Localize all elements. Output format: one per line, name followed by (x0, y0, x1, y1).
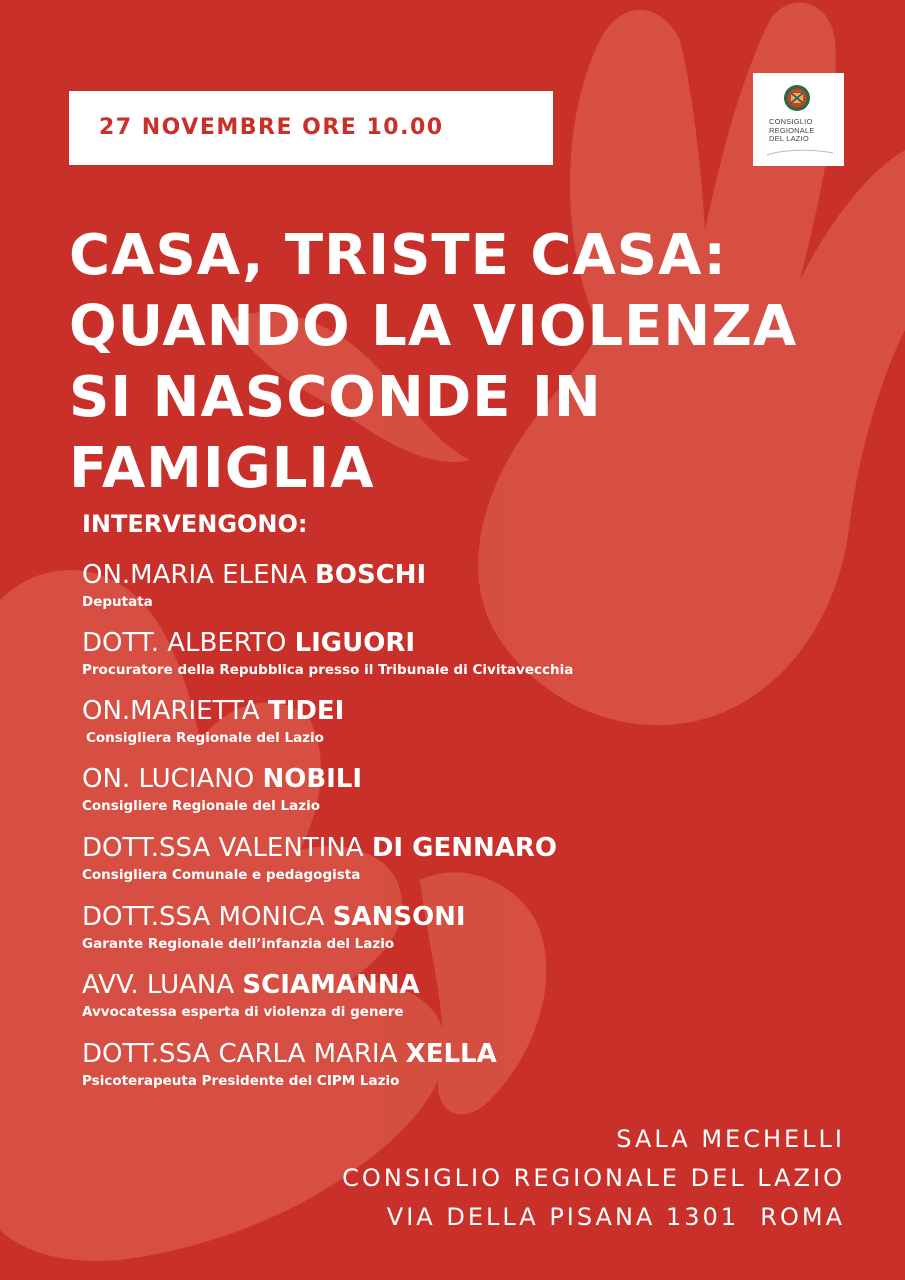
speaker-surname: SCIAMANNA (242, 970, 420, 1000)
speaker-name: DOTT.SSA MONICA SANSONI (82, 902, 466, 932)
speaker-surname: TIDEI (267, 696, 345, 726)
speaker-entry (82, 900, 882, 953)
event-date-banner (69, 91, 553, 165)
speaker-entry (82, 1037, 882, 1090)
logo-line: DEL LAZIO (769, 134, 809, 143)
consiglio-regionale-logo (753, 73, 844, 166)
logo-line: REGIONALE (769, 125, 815, 135)
speaker-surname: LIGUORI (294, 628, 416, 658)
event-venue (342, 1120, 845, 1237)
speaker-entry (82, 694, 882, 747)
speaker-surname: BOSCHI (315, 560, 427, 590)
speaker-role: Garante Regionale dell’infanzia del Lazio (82, 936, 395, 952)
speaker-role: Procuratore della Repubblica presso il Tribunale di Civitavecchia (82, 662, 574, 678)
logo-line: CONSIGLIO (769, 117, 813, 126)
venue-line: SALA MECHELLI (616, 1125, 845, 1153)
speaker-role: Avvocatessa esperta di violenza di genere (82, 1004, 404, 1020)
speaker-name: DOTT.SSA CARLA MARIA XELLA (82, 1039, 497, 1069)
title-line: FAMIGLIA (69, 436, 375, 501)
speaker-entry (82, 762, 882, 815)
speaker-role: Psicoterapeuta Presidente del CIPM Lazio (82, 1073, 400, 1089)
speaker-name: AVV. LUANA SCIAMANNA (82, 970, 420, 1000)
event-date: 27 NOVEMBRE ORE 10.00 (99, 115, 444, 140)
speaker-entry (82, 831, 882, 884)
speaker-role: Consigliera Comunale e pedagogista (82, 867, 361, 883)
logo-swoosh (765, 147, 835, 157)
venue-line: VIA DELLA PISANA 1301 ROMA (386, 1203, 845, 1231)
regional-council-crest-icon (780, 83, 814, 113)
speaker-role: Deputata (82, 594, 153, 610)
speaker-entry (82, 558, 882, 611)
speaker-name: DOTT. ALBERTO LIGUORI (82, 628, 416, 658)
speaker-role: Consigliera Regionale del Lazio (86, 730, 324, 746)
speaker-surname: DI GENNARO (371, 833, 558, 863)
speaker-surname: SANSONI (332, 902, 466, 932)
venue-line: CONSIGLIO REGIONALE DEL LAZIO (342, 1164, 845, 1192)
title-line: CASA, TRISTE CASA: (69, 223, 727, 288)
speaker-name: ON. LUCIANO NOBILI (82, 764, 363, 794)
speaker-name: DOTT.SSA VALENTINA DI GENNARO (82, 833, 558, 863)
speaker-name: ON.MARIA ELENA BOSCHI (82, 560, 427, 590)
title-line: SI NASCONDE IN (69, 365, 602, 430)
speaker-name: ON.MARIETTA TIDEI (82, 696, 345, 726)
title-line: QUANDO LA VIOLENZA (69, 294, 798, 359)
speaker-entry (82, 626, 882, 679)
speakers-heading: INTERVENGONO: (82, 510, 308, 538)
logo-wordmark (769, 118, 835, 144)
speaker-surname: XELLA (405, 1039, 497, 1069)
event-title (69, 220, 869, 504)
speaker-entry (82, 968, 882, 1021)
speaker-surname: NOBILI (262, 764, 363, 794)
speaker-role: Consigliere Regionale del Lazio (82, 798, 320, 814)
